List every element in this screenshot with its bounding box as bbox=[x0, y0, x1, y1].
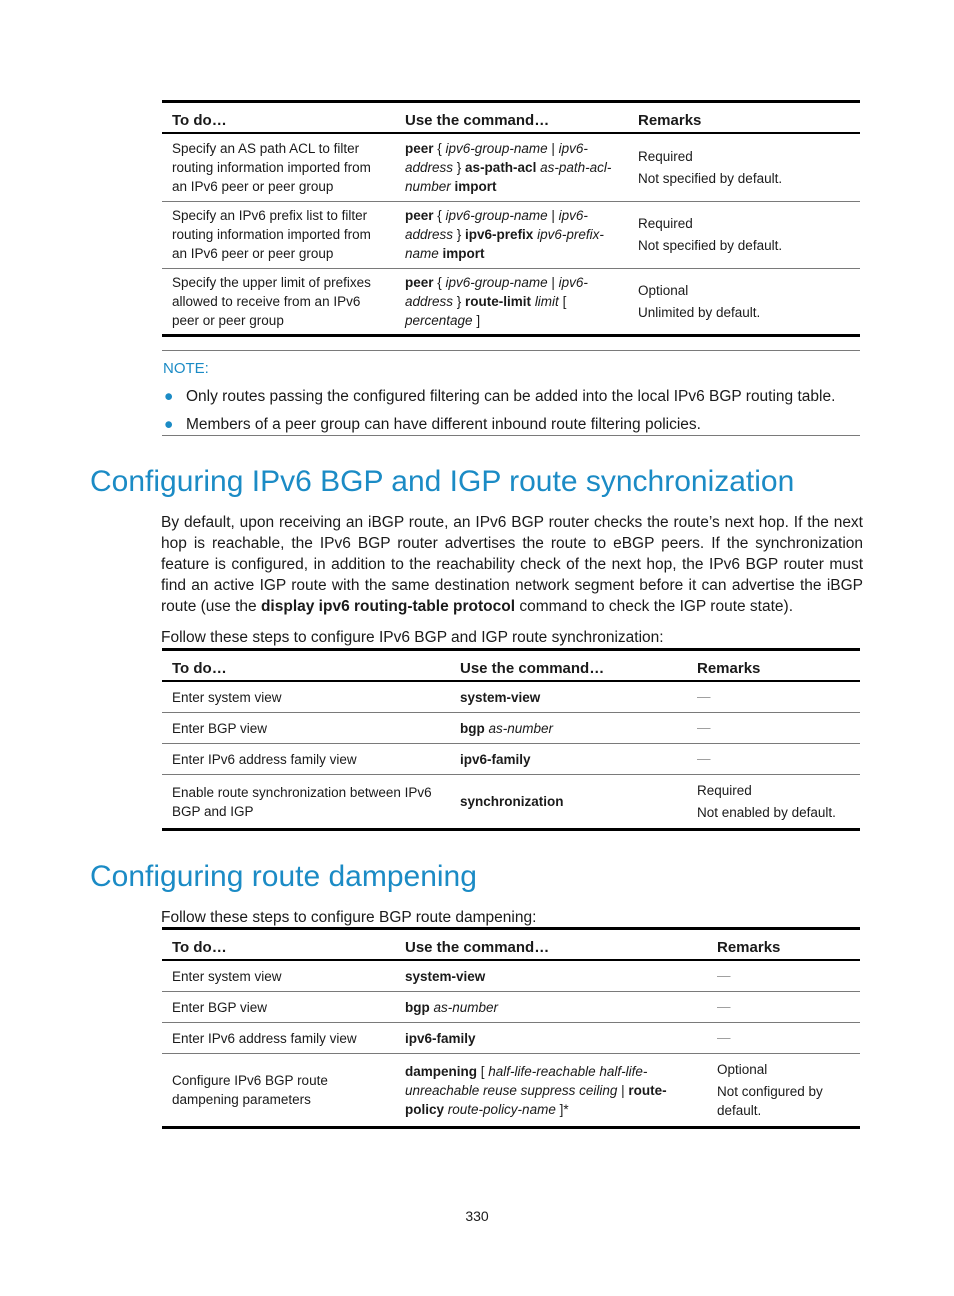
col-header-remarks: Remarks bbox=[697, 660, 761, 677]
table-row bbox=[162, 775, 860, 830]
section-dampening-intro: Follow these steps to configure BGP route dampening: bbox=[161, 909, 537, 926]
remark-line: — bbox=[717, 968, 731, 983]
cell-todo: Enter IPv6 address family view bbox=[172, 751, 357, 767]
command-keyword: as-path-acl bbox=[465, 159, 537, 175]
cell-todo: Specify an AS path ACL to filter routing information imported from an IPv6 peer or peer group bbox=[172, 140, 371, 194]
command-argument: percentage bbox=[405, 312, 473, 328]
cell-remarks bbox=[687, 713, 860, 744]
sync-commands-table bbox=[162, 648, 860, 831]
table-row bbox=[162, 268, 860, 335]
cell-remarks bbox=[628, 133, 860, 201]
filter-commands-table bbox=[162, 100, 860, 337]
cell-command bbox=[450, 681, 687, 713]
remark-line: — bbox=[717, 999, 731, 1014]
cell-todo: Enter BGP view bbox=[172, 999, 268, 1015]
col-header-command: Use the command… bbox=[405, 112, 550, 129]
col-header-command: Use the command… bbox=[405, 939, 550, 956]
remark-line: — bbox=[697, 720, 711, 735]
table-header-row bbox=[162, 929, 860, 961]
section-sync-paragraph bbox=[161, 512, 863, 617]
cell-todo: Enter system view bbox=[172, 968, 282, 984]
cell-remarks bbox=[687, 681, 860, 713]
cell-remarks bbox=[707, 1023, 860, 1054]
command-argument: ipv6-group-name bbox=[445, 274, 548, 290]
command-syntax: } bbox=[453, 227, 466, 242]
cell-todo: Enable route synchronization between IPv6 BGP and IGP bbox=[172, 784, 432, 819]
cell-todo: Specify an IPv6 prefix list to filter routing information imported from an IPv6 peer or peer group bbox=[172, 208, 371, 261]
command-syntax: | bbox=[617, 1082, 629, 1098]
table-header-row bbox=[162, 102, 860, 134]
col-header-todo: To do… bbox=[172, 660, 227, 677]
bullet-icon: ● bbox=[164, 416, 174, 433]
cell-todo: Enter BGP view bbox=[172, 720, 268, 736]
command-keyword: peer bbox=[405, 140, 434, 156]
command-syntax: } bbox=[453, 293, 466, 309]
table-header-row bbox=[162, 650, 860, 682]
col-header-todo: To do… bbox=[172, 939, 227, 956]
cell-remarks bbox=[707, 1054, 860, 1128]
command-argument: limit bbox=[534, 293, 559, 309]
remark-line: Required bbox=[697, 783, 752, 798]
paragraph-command: display ipv6 routing-table protocol bbox=[260, 598, 516, 615]
command-syntax: { bbox=[433, 140, 446, 156]
command-syntax: ] bbox=[472, 312, 481, 328]
note-item-text: Members of a peer group can have different inbound route filtering policies. bbox=[186, 416, 701, 433]
command-syntax: | bbox=[547, 140, 559, 156]
command-syntax: ]* bbox=[555, 1101, 569, 1117]
table-row bbox=[162, 133, 860, 201]
command-argument: ipv6-prefix-name bbox=[405, 227, 604, 261]
col-header-remarks: Remarks bbox=[638, 112, 702, 129]
remark-line: Optional bbox=[638, 282, 689, 298]
command-keyword: import bbox=[454, 178, 497, 194]
table-row bbox=[162, 713, 860, 744]
command-keyword: synchronization bbox=[460, 794, 564, 809]
command-argument: route-policy-name bbox=[447, 1101, 556, 1117]
command-syntax: | bbox=[547, 208, 559, 223]
command-syntax: { bbox=[433, 208, 446, 223]
command-syntax: } bbox=[453, 159, 466, 175]
command-keyword: route-policy bbox=[405, 1082, 667, 1117]
paragraph-text: By default, upon receiving an iBGP route, an IPv6 BGP router checks the route’s next hop. If the next hop is reachable, the IPv6 BGP router advertises the route to eBGP peers. If the synchronization feature is configured, in addition to the reachability check of the next hop, the IPv6 BGP router must find an active IGP route with the same destination network segment before it can advertise the iBGP route (use the bbox=[161, 514, 863, 615]
remark-line: Not configured by default. bbox=[717, 1084, 823, 1118]
section-title-sync: Configuring IPv6 BGP and IGP route synchronization bbox=[90, 465, 795, 498]
col-header-todo: To do… bbox=[172, 112, 227, 129]
command-keyword: peer bbox=[405, 208, 434, 223]
table-row bbox=[162, 1054, 860, 1128]
cell-todo: Specify the upper limit of prefixes allowed to receive from an IPv6 peer or peer group bbox=[172, 274, 371, 328]
col-header-command: Use the command… bbox=[460, 660, 605, 677]
page-number: 330 bbox=[465, 1208, 489, 1224]
command-keyword: system-view bbox=[405, 968, 486, 984]
command-keyword: import bbox=[442, 246, 485, 261]
command-syntax: [ bbox=[477, 1063, 489, 1079]
table-row bbox=[162, 201, 860, 268]
note-box bbox=[162, 350, 860, 436]
paragraph-text: command to check the IGP route state). bbox=[515, 598, 794, 615]
cell-todo: Configure IPv6 BGP route dampening parameters bbox=[172, 1073, 328, 1107]
section-title-dampening: Configuring route dampening bbox=[90, 860, 477, 893]
command-argument: ipv6-group-name bbox=[445, 140, 548, 156]
command-argument: as-path-acl-number bbox=[405, 159, 612, 194]
note-item-text: Only routes passing the configured filtering can be added into the local IPv6 BGP routing table. bbox=[186, 388, 836, 405]
remark-line: Not specified by default. bbox=[638, 238, 783, 253]
command-argument: as-number bbox=[433, 999, 499, 1015]
table-row bbox=[162, 992, 860, 1023]
command-argument: ipv6-address bbox=[405, 274, 588, 309]
table-row bbox=[162, 681, 860, 713]
remark-line: Optional bbox=[717, 1062, 768, 1077]
command-argument: ipv6-address bbox=[405, 140, 588, 175]
cell-command bbox=[395, 201, 628, 268]
cell-command bbox=[395, 133, 628, 201]
command-keyword: route-limit bbox=[465, 293, 532, 309]
remark-line: Not specified by default. bbox=[638, 170, 783, 186]
cell-remarks bbox=[628, 268, 860, 335]
command-keyword: peer bbox=[405, 274, 434, 290]
table-row bbox=[162, 744, 860, 775]
command-keyword: dampening bbox=[405, 1063, 478, 1079]
col-header-remarks: Remarks bbox=[717, 939, 781, 956]
dampening-commands-table bbox=[162, 927, 860, 1129]
command-syntax: | bbox=[547, 274, 559, 290]
cell-command bbox=[450, 713, 687, 744]
cell-remarks bbox=[707, 960, 860, 992]
cell-command bbox=[395, 1054, 707, 1128]
section-sync-intro: Follow these steps to configure IPv6 BGP and IGP route synchronization: bbox=[161, 629, 664, 646]
cell-command bbox=[450, 744, 687, 775]
command-argument: as-number bbox=[488, 720, 554, 736]
cell-remarks bbox=[687, 744, 860, 775]
command-argument: half-life-reachable half-life-unreachable reuse suppress ceiling bbox=[405, 1063, 648, 1098]
command-syntax: { bbox=[433, 274, 446, 290]
cell-command bbox=[395, 1023, 707, 1054]
cell-remarks bbox=[687, 775, 860, 830]
command-keyword: ipv6-family bbox=[460, 751, 531, 767]
remark-line: — bbox=[697, 689, 711, 704]
bullet-icon: ● bbox=[164, 388, 174, 405]
command-keyword: bgp bbox=[405, 999, 430, 1015]
command-argument: ipv6-group-name bbox=[445, 208, 548, 223]
note-label: NOTE: bbox=[163, 360, 209, 377]
remark-line: — bbox=[717, 1030, 731, 1045]
remark-line: Required bbox=[638, 148, 693, 164]
command-keyword: bgp bbox=[460, 720, 485, 736]
table-row bbox=[162, 960, 860, 992]
cell-todo: Enter IPv6 address family view bbox=[172, 1030, 357, 1046]
cell-remarks bbox=[707, 992, 860, 1023]
command-keyword: ipv6-prefix bbox=[465, 227, 534, 242]
command-keyword: system-view bbox=[460, 689, 541, 705]
command-argument: ipv6-address bbox=[405, 208, 588, 242]
command-keyword: ipv6-family bbox=[405, 1030, 476, 1046]
remark-line: Not enabled by default. bbox=[697, 805, 836, 820]
cell-todo: Enter system view bbox=[172, 689, 282, 705]
remark-line: Unlimited by default. bbox=[638, 304, 761, 320]
table-row bbox=[162, 1023, 860, 1054]
cell-command bbox=[395, 960, 707, 992]
cell-command bbox=[395, 992, 707, 1023]
command-syntax: [ bbox=[558, 293, 567, 309]
remark-line: Required bbox=[638, 216, 693, 231]
cell-command bbox=[395, 268, 628, 335]
remark-line: — bbox=[697, 751, 711, 766]
cell-command bbox=[450, 775, 687, 830]
cell-remarks bbox=[628, 201, 860, 268]
